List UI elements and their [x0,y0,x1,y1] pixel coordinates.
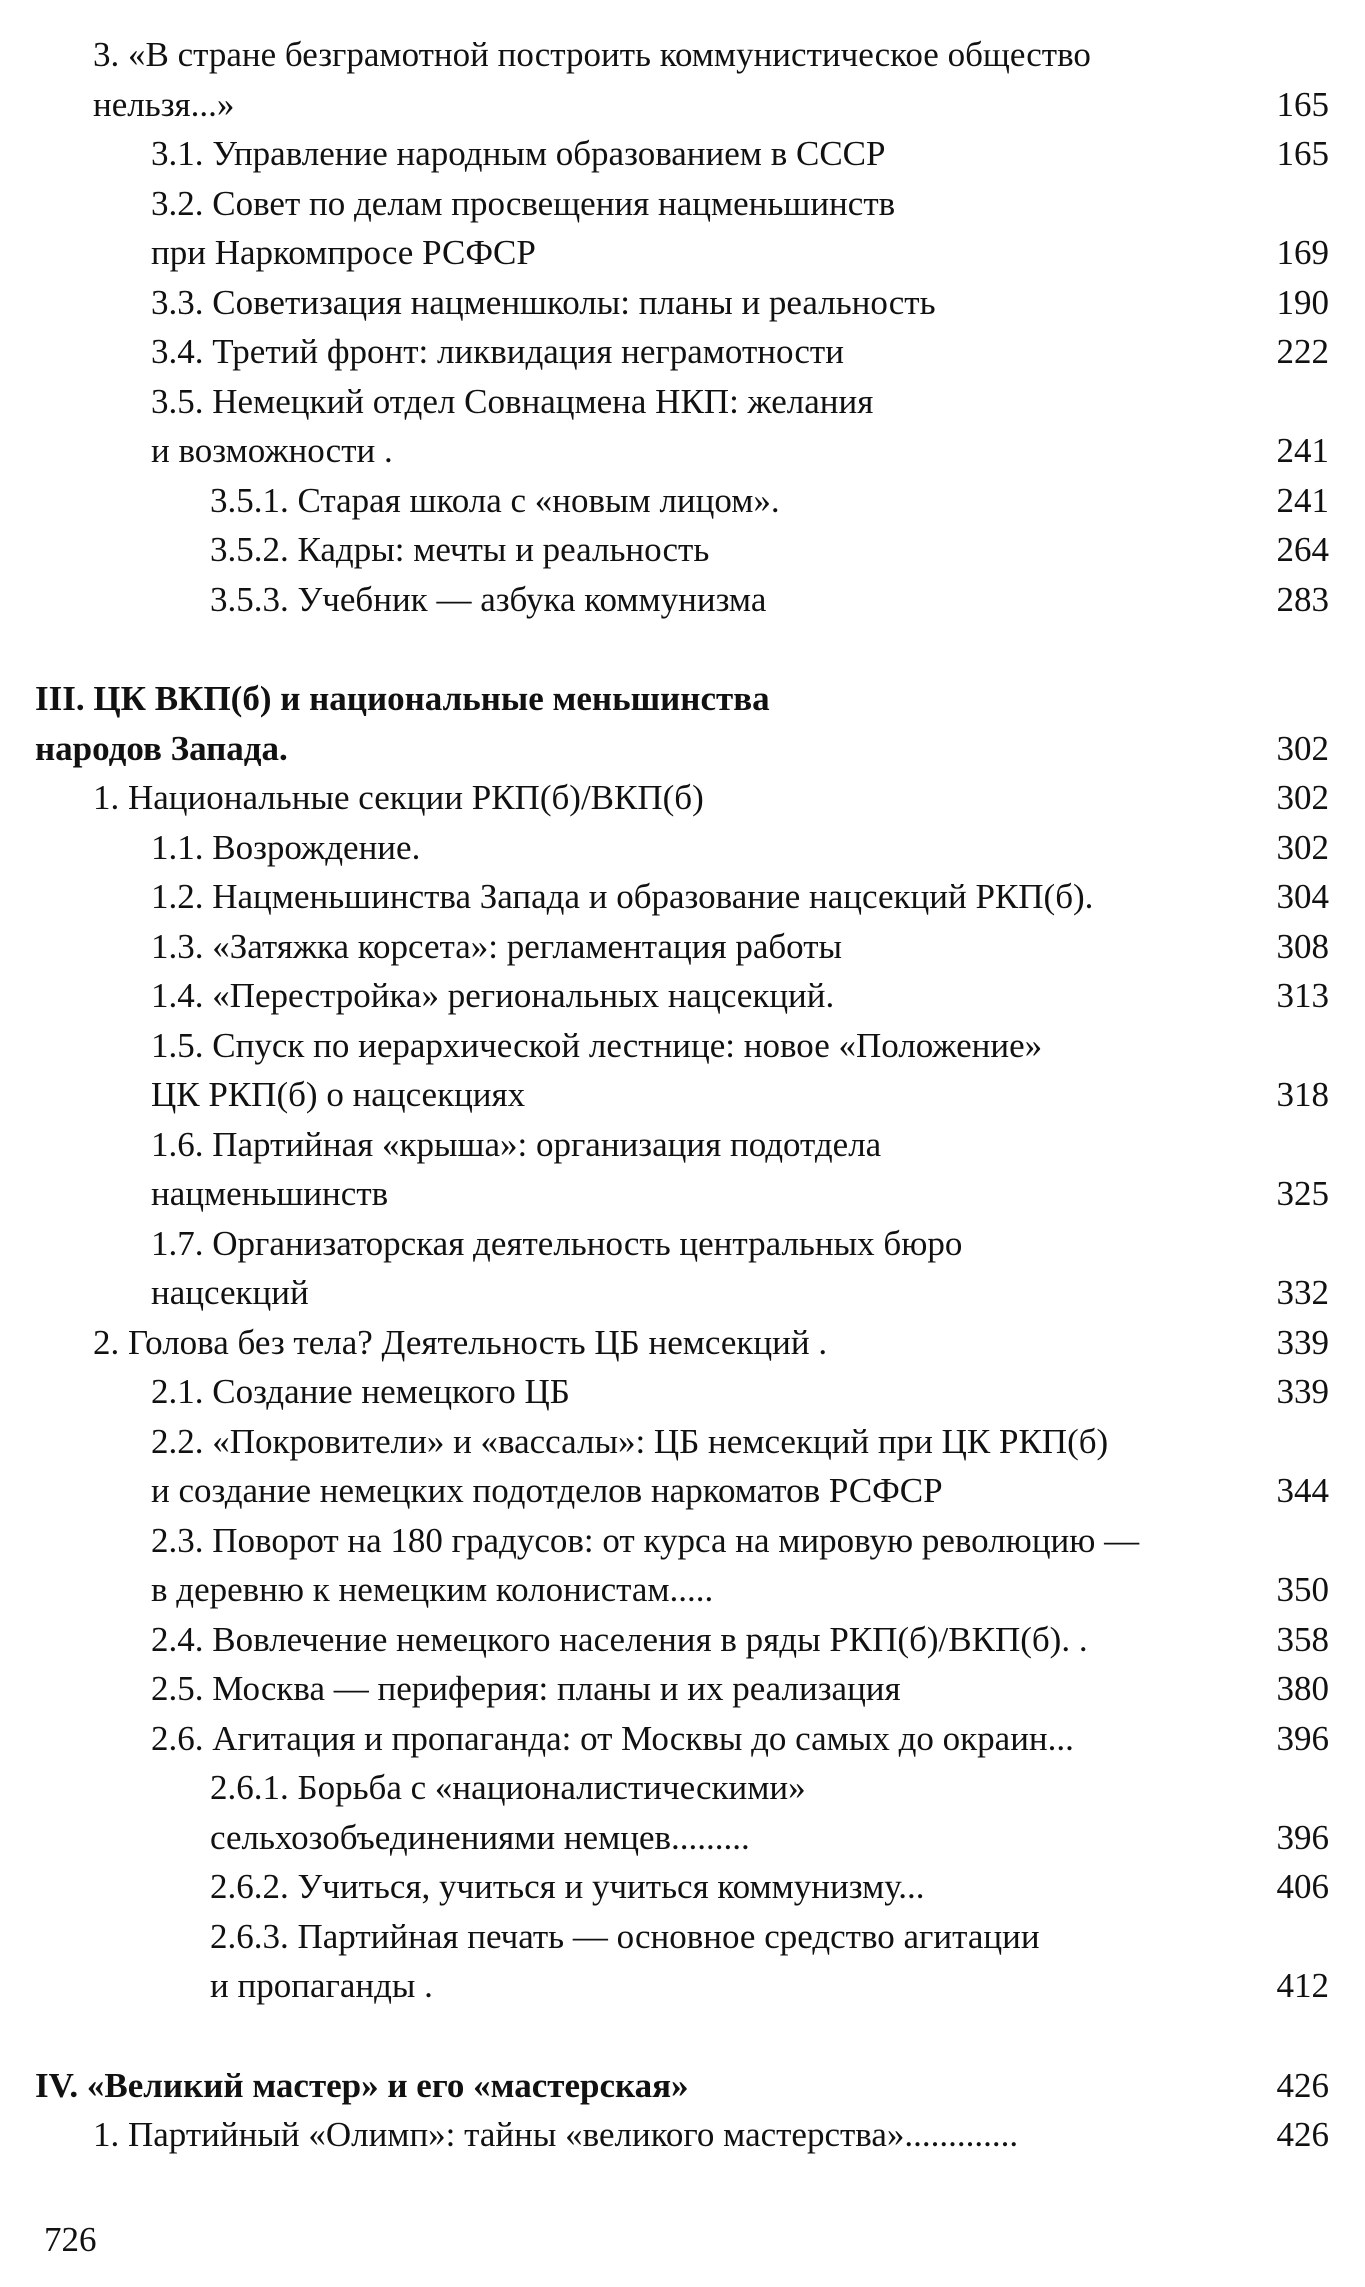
toc-entry-page-number: 339 [1276,1322,1329,1362]
toc-entry-title: 3.5.3. Учебник — азбука коммунизма [210,579,767,619]
toc-entry [0,575,1365,625]
toc-entry [0,971,1365,1021]
toc-entry-page-number: 190 [1276,282,1329,322]
toc-entry-page-number: 318 [1276,1075,1329,1114]
toc-part-heading [0,2061,1365,2111]
toc-entry-page-number: 412 [1276,1966,1329,2005]
toc-entry-page-number: 169 [1276,233,1329,272]
toc-entry-title: 2.6.2. Учиться, учиться и учиться коммунизму... [210,1867,925,1906]
toc-entry-title: 2.3. Поворот на 180 градусов: от курса на мировую революцию — в деревню к немецким колонистам..... [151,1520,1140,1609]
toc-entry-title: IV. «Великий мастер» и его «мастерская» [35,2065,689,2105]
toc-entry-title: 2.1. Создание немецкого ЦБ [151,1372,570,1411]
toc-entry-title: 3.5.1. Старая школа с «новым лицом». [210,480,780,520]
toc-entry-title: 2. Голова без тела? Деятельность ЦБ немсекций . [93,1322,828,1362]
toc-entry [0,922,1365,972]
toc-entry-page-number: 222 [1276,332,1329,371]
toc-entry [0,377,1365,476]
toc-entry-title: 3.2. Совет по делам просвещения нацменьшинств при Наркомпросе РСФСР [151,183,896,272]
toc-entry-title: 3.5.2. Кадры: мечты и реальность [210,530,710,569]
toc-entry-page-number: 165 [1276,84,1329,124]
toc-entry [0,1516,1365,1615]
page-number: 726 [44,2220,97,2259]
toc-entry [0,1219,1365,1318]
toc-entry-page-number: 350 [1276,1570,1329,1609]
toc-entry [0,1912,1365,2011]
toc-entry [0,1120,1365,1219]
toc-entry-page-number: 308 [1276,926,1329,966]
toc-entry [0,1615,1365,1665]
toc-entry-title: 1.6. Партийная «крыша»: организация подотдела нацменьшинств [151,1124,882,1213]
toc-entry [0,1417,1365,1516]
toc-entry-page-number: 332 [1276,1273,1329,1312]
toc-entry-page-number: 339 [1276,1372,1329,1411]
toc-entry-title: 2.6.3. Партийная печать — основное средство агитации и пропаганды . [210,1916,1040,2005]
toc-entry-page-number: 325 [1276,1174,1329,1213]
toc-entry-page-number: 396 [1276,1817,1329,1857]
toc-entry-title: 1.7. Организаторская деятельность центральных бюро нацсекций [151,1223,963,1312]
toc-entry [0,1367,1365,1417]
toc-entry-title: 1. Национальные секции РКП(б)/ВКП(б) [93,778,704,817]
toc-entry-page-number: 426 [1276,2115,1329,2154]
toc-entry [0,1318,1365,1368]
toc-entry [0,1763,1365,1862]
toc-entry-page-number: 344 [1276,1471,1329,1510]
toc-entry-page-number: 358 [1276,1619,1329,1659]
toc-entry-title: 1.1. Возрождение. [151,827,421,867]
toc-entry-title: 3.3. Советизация нацменшколы: планы и реальность [151,282,936,322]
toc-entry [0,179,1365,278]
toc-entry-title: 2.5. Москва — периферия: планы и их реализация [151,1669,901,1708]
table-of-contents [0,30,1365,2160]
toc-entry-page-number: 241 [1276,480,1329,520]
toc-entry [0,1664,1365,1714]
toc-entry-page-number: 264 [1276,530,1329,569]
toc-entry-page-number: 396 [1276,1718,1329,1758]
toc-entry [0,525,1365,575]
toc-entry-page-number: 165 [1276,134,1329,173]
toc-entry-page-number: 406 [1276,1867,1329,1906]
toc-entry-title: 2.6.1. Борьба с «националистическими» сельхозобъединениями немцев......... [210,1768,806,1857]
toc-entry [0,1862,1365,1912]
toc-entry-page-number: 302 [1276,827,1329,867]
toc-entry-title: 2.2. «Покровители» и «вассалы»: ЦБ немсекций при ЦК РКП(б) и создание немецких подотделов наркоматов РСФСР [151,1421,1109,1510]
toc-entry-title: 1.3. «Затяжка корсета»: регламентация работы [151,926,843,966]
toc-entry [0,476,1365,526]
toc-entry-title: III. ЦК ВКП(б) и национальные меньшинства народов Запада. [35,679,770,768]
toc-entry [0,129,1365,179]
toc-entry-page-number: 302 [1276,728,1329,768]
toc-entry-title: 2.6. Агитация и пропаганда: от Москвы до самых до окраин... [151,1718,1074,1758]
toc-entry [0,773,1365,823]
toc-entry-title: 3.1. Управление народным образованием в СССР [151,134,886,173]
toc-entry [0,872,1365,922]
toc-entry [0,823,1365,873]
toc-entry-title: 1.2. Нацменьшинства Запада и образование нацсекций РКП(б). [151,877,1094,916]
toc-entry-page-number: 283 [1276,579,1329,619]
toc-entry [0,327,1365,377]
toc-entry-title: 3.4. Третий фронт: ликвидация неграмотности [151,332,844,371]
toc-entry-title: 2.4. Вовлечение немецкого населения в ряды РКП(б)/ВКП(б). . [151,1619,1088,1659]
toc-entry-page-number: 304 [1276,877,1329,916]
toc-entry [0,2110,1365,2160]
toc-entry-title: 3.5. Немецкий отдел Совнацмена НКП: желания и возможности . [151,381,874,470]
toc-entry-title: 3. «В стране безграмотной построить коммунистическое общество нельзя...» [93,35,1091,124]
toc-entry [0,1714,1365,1764]
toc-entry-page-number: 426 [1276,2065,1329,2105]
toc-entry-page-number: 313 [1276,976,1329,1015]
toc-entry [0,278,1365,328]
toc-entry-title: 1.4. «Перестройка» региональных нацсекций. [151,976,835,1015]
toc-entry-title: 1.5. Спуск по иерархической лестнице: новое «Положение» ЦК РКП(б) о нацсекциях [151,1025,1043,1114]
toc-entry-page-number: 302 [1276,778,1329,817]
toc-entry [0,30,1365,129]
toc-entry-page-number: 241 [1276,431,1329,470]
toc-entry-title: 1. Партийный «Олимп»: тайны «великого мастерства»............. [93,2115,1019,2154]
section-gap [0,2011,1365,2061]
toc-part-heading [0,674,1365,773]
section-gap [0,624,1365,674]
toc-entry-page-number: 380 [1276,1669,1329,1708]
toc-entry [0,1021,1365,1120]
